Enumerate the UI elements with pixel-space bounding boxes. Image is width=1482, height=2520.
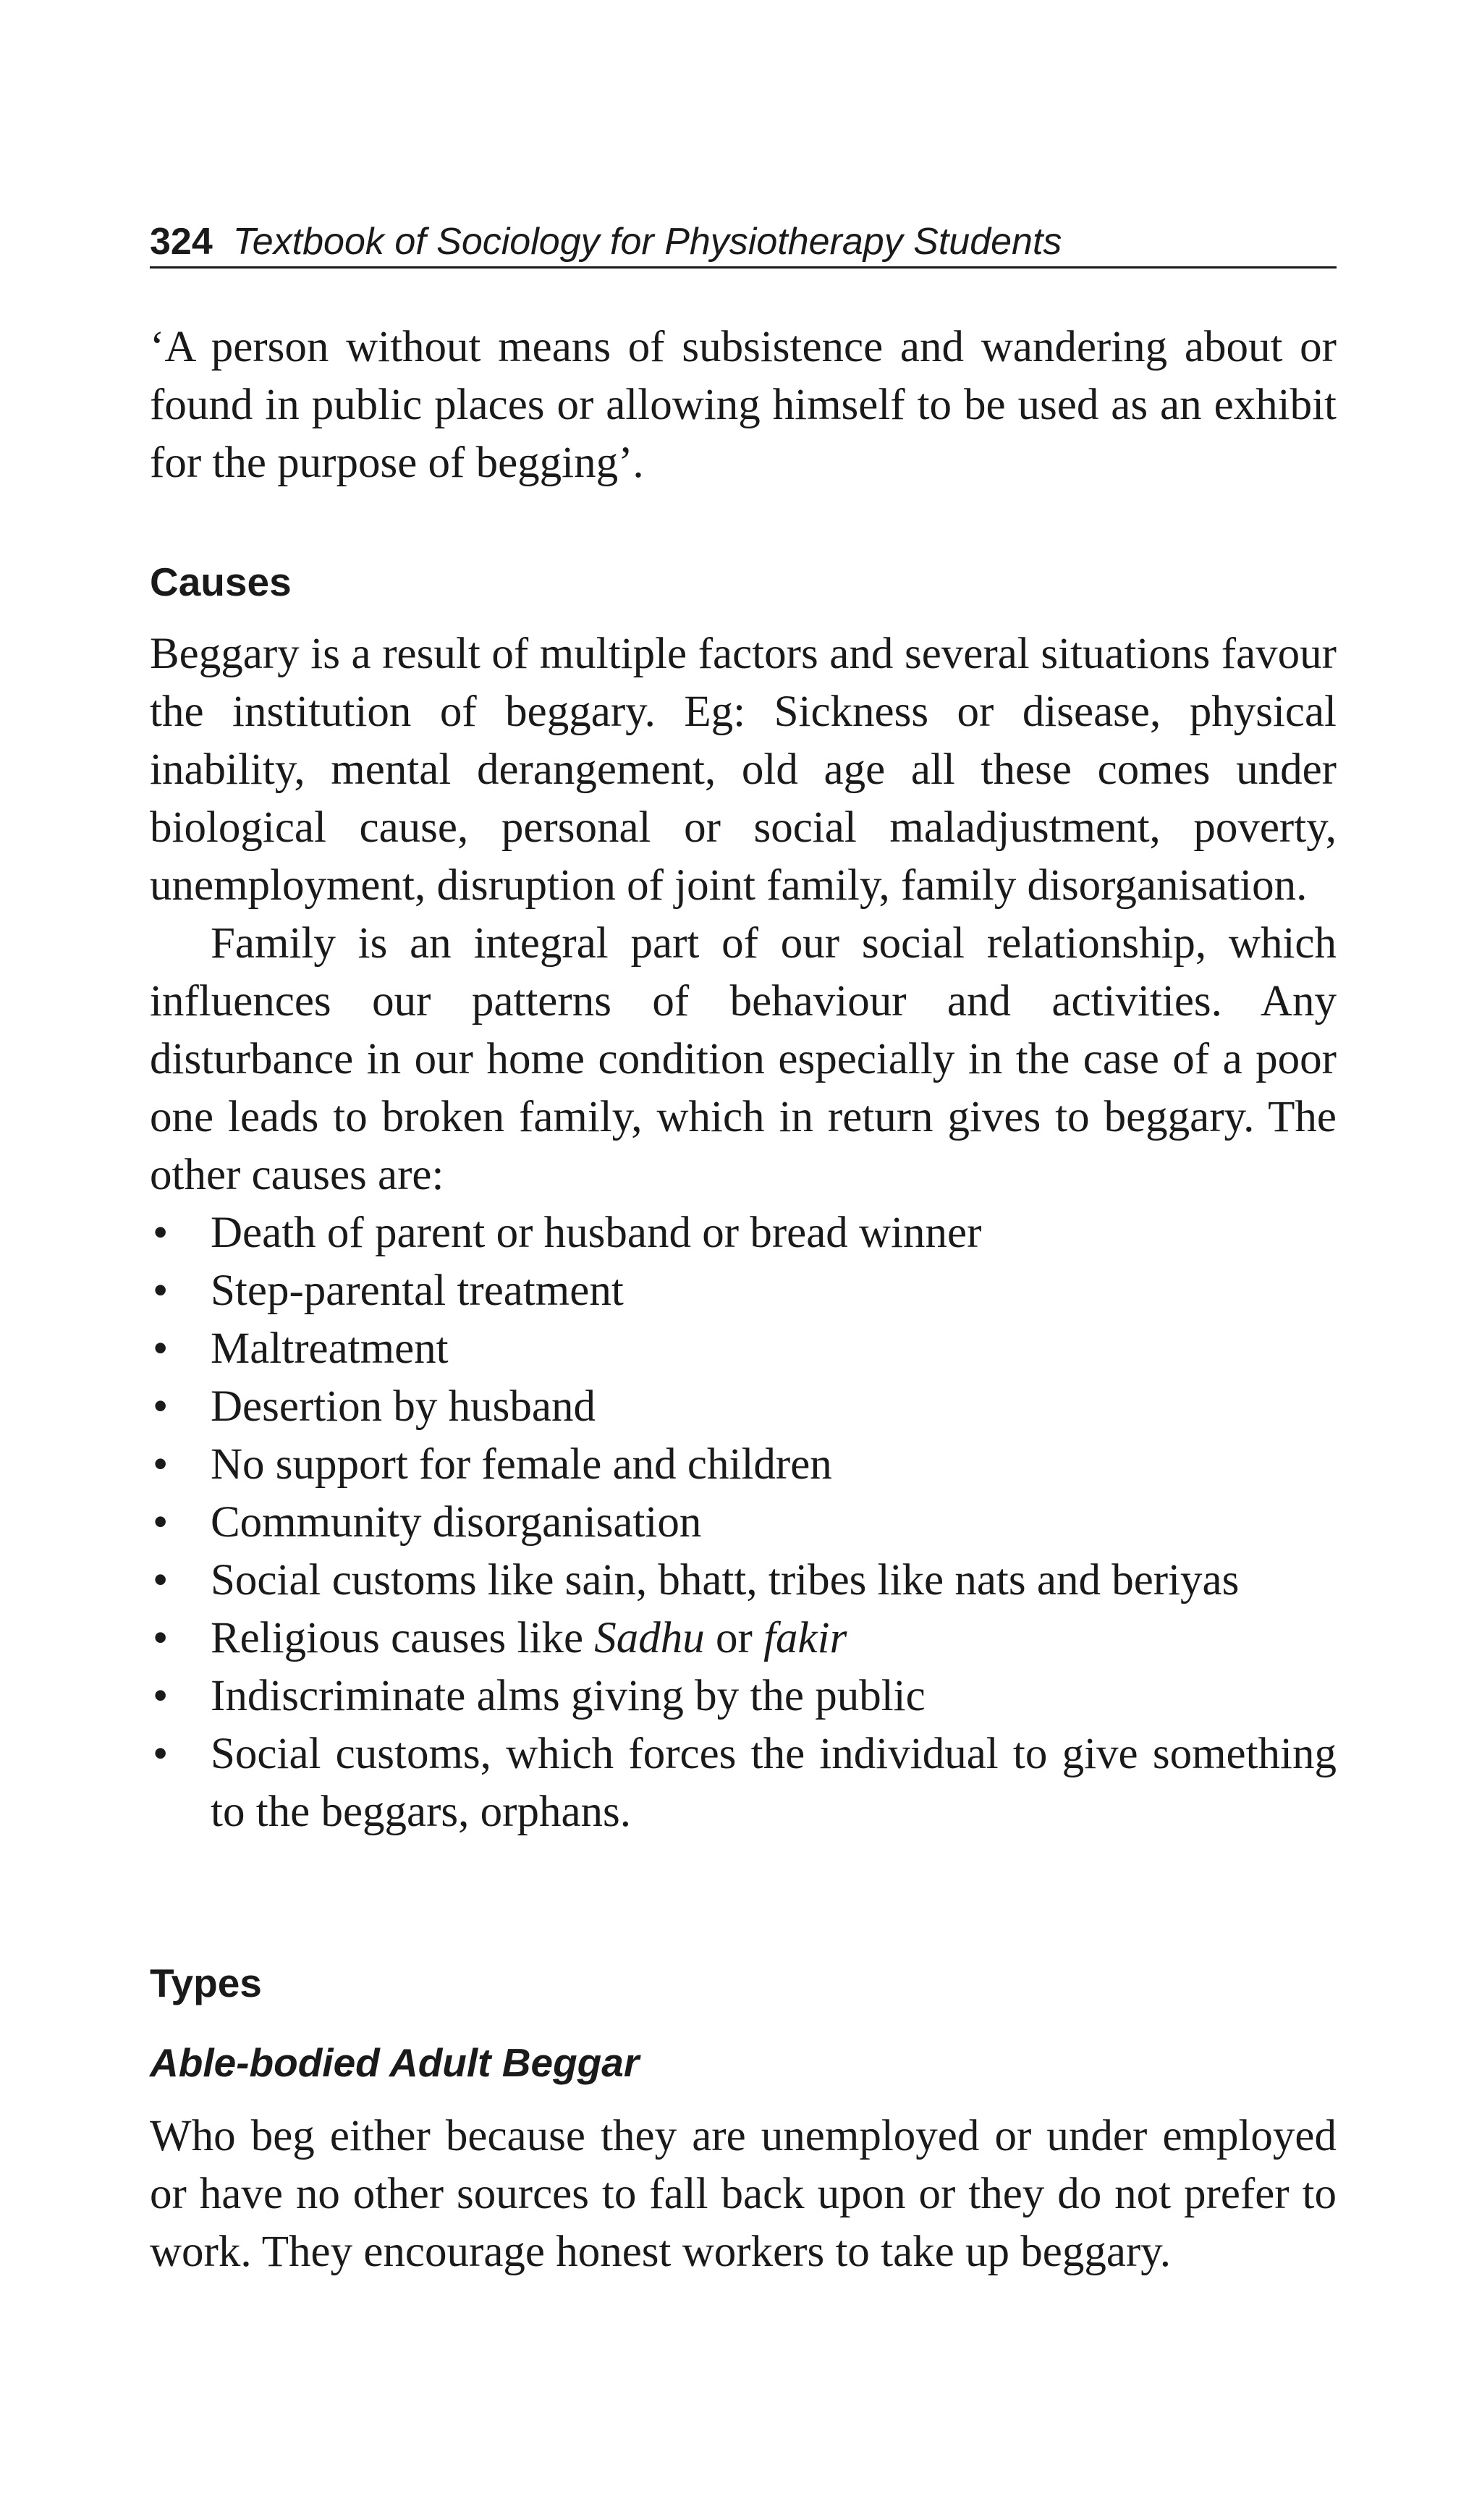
term-sadhu: Sadhu — [594, 1614, 705, 1662]
bullet-icon: • — [153, 1556, 169, 1604]
bullet-icon: • — [153, 1498, 169, 1547]
causes-heading: Causes — [150, 559, 292, 604]
list-item-text: Social customs, which forces the individual to give something to the beggars, orphans. — [211, 1730, 1337, 1836]
list-item-text: No support for female and children — [211, 1440, 832, 1489]
page-number: 324 — [150, 221, 213, 263]
list-item — [150, 1204, 1337, 1262]
bullet-icon: • — [153, 1382, 169, 1431]
list-item — [150, 1725, 1337, 1841]
religious-causes-prefix: Religious causes like — [211, 1614, 595, 1662]
types-section — [150, 2107, 1337, 2281]
list-item — [150, 1436, 1337, 1494]
list-item-text: Community disorganisation — [211, 1498, 702, 1547]
list-item — [150, 1378, 1337, 1436]
list-item-text: Desertion by husband — [211, 1382, 596, 1431]
causes-section — [150, 625, 1337, 1841]
types-heading: Types — [150, 1961, 262, 2005]
running-head — [150, 217, 1337, 269]
bullet-icon: • — [153, 1440, 169, 1489]
list-item-text: Social customs like sain, bhatt, tribes like nats and beriyas — [211, 1556, 1240, 1604]
list-item-text: Step-parental treatment — [211, 1267, 624, 1315]
list-item — [150, 1494, 1337, 1552]
religious-causes-connector: or — [704, 1614, 764, 1662]
bullet-icon: • — [153, 1672, 169, 1720]
bullet-icon: • — [153, 1324, 169, 1373]
causes-paragraph-2: Family is an integral part of our social relationship, which influences our patterns of behaviour and activities. Any disturbance in our home condition especially in the case of a poor one leads to broken family, which in return gives to beggary. The other causes are: — [150, 919, 1337, 1199]
intro-quote-block — [150, 318, 1337, 492]
book-title: Textbook of Sociology for Physiotherapy Students — [232, 221, 1062, 263]
types-paragraph: Who beg either because they are unemployed or under employed or have no other sources to fall back upon or they do not prefer to work. They encourage honest workers to take up beggary. — [150, 2112, 1337, 2276]
list-item-text: Death of parent or husband or bread winner — [211, 1209, 982, 1257]
list-item-text: Maltreatment — [211, 1324, 449, 1373]
list-item — [150, 1262, 1337, 1320]
causes-list — [150, 1204, 1337, 1841]
bullet-icon: • — [153, 1730, 169, 1778]
list-item — [150, 1667, 1337, 1725]
bullet-icon: • — [153, 1209, 169, 1257]
bullet-icon: • — [153, 1267, 169, 1315]
intro-quote: ‘A person without means of subsistence and wandering about or found in public places or allowing himself to be used as an exhibit for the purpose of begging’. — [150, 323, 1337, 487]
list-item-text: Indiscriminate alms giving by the public — [211, 1672, 926, 1720]
able-bodied-subheading: Able-bodied Adult Beggar — [150, 2040, 640, 2085]
list-item — [150, 1610, 1337, 1667]
list-item — [150, 1320, 1337, 1378]
causes-paragraph-1: Beggary is a result of multiple factors and several situations favour the institution of beggary. Eg: Sickness or disease, physical inability, mental derangement, old age all these comes under biological cause, personal or social maladjustment, poverty, unemployment, disruption of joint family, family disorganisation. — [150, 630, 1337, 910]
term-fakir: fakir — [763, 1614, 847, 1662]
list-item — [150, 1552, 1337, 1610]
bullet-icon: • — [153, 1614, 169, 1662]
